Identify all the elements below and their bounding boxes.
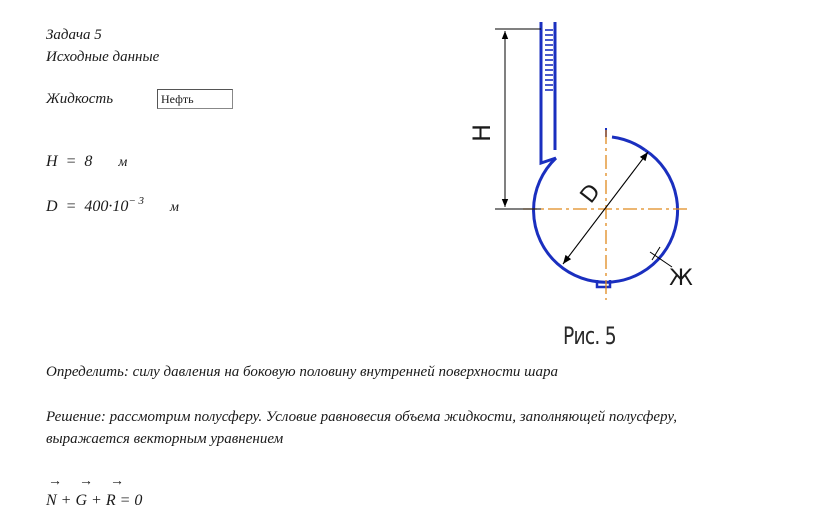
d-equals: = (65, 198, 77, 215)
h-parameter (46, 153, 127, 171)
solution-line-1: Решение: рассмотрим полусферу. Условие равновесия объема жидкости, заполняющей полусферу, (46, 409, 678, 425)
sphere-figure (455, 0, 715, 320)
tube-liquid-hatching (545, 30, 553, 90)
h-dimension (495, 29, 541, 209)
vector-arrow-n: → (48, 474, 62, 489)
d-symbol: D (46, 198, 58, 215)
h-unit: м (118, 155, 128, 170)
d-unit: м (170, 200, 179, 215)
label-h: H (468, 123, 496, 143)
figure-caption: Рис. 5 (563, 322, 616, 350)
h-value: 8 (84, 153, 93, 170)
vector-arrow-g: → (79, 474, 93, 489)
d-parameter (46, 195, 179, 216)
task-title: Задача 5 (46, 27, 102, 43)
h-equals: = (65, 153, 77, 170)
center-axes (523, 130, 690, 300)
equation-text: N + G + R = 0 (46, 492, 143, 509)
h-symbol: H (46, 153, 58, 170)
piezometer-tube (541, 22, 556, 163)
solution-line-2: выражается векторным уравнением (46, 431, 284, 447)
liquid-label: Жидкость (46, 91, 114, 107)
label-d: D (575, 179, 606, 209)
d-exponent: − 3 (128, 195, 145, 207)
liquid-field[interactable]: Нефть (157, 89, 233, 109)
vector-arrow-r: → (110, 474, 124, 489)
determine-text: Определить: силу давления на боковую половину внутренней поверхности шара (46, 364, 558, 380)
label-zh: Ж (669, 266, 693, 291)
task-subtitle: Исходные данные (46, 49, 160, 65)
sphere-outline-top (612, 137, 645, 150)
d-value: 400·10 (84, 198, 129, 215)
